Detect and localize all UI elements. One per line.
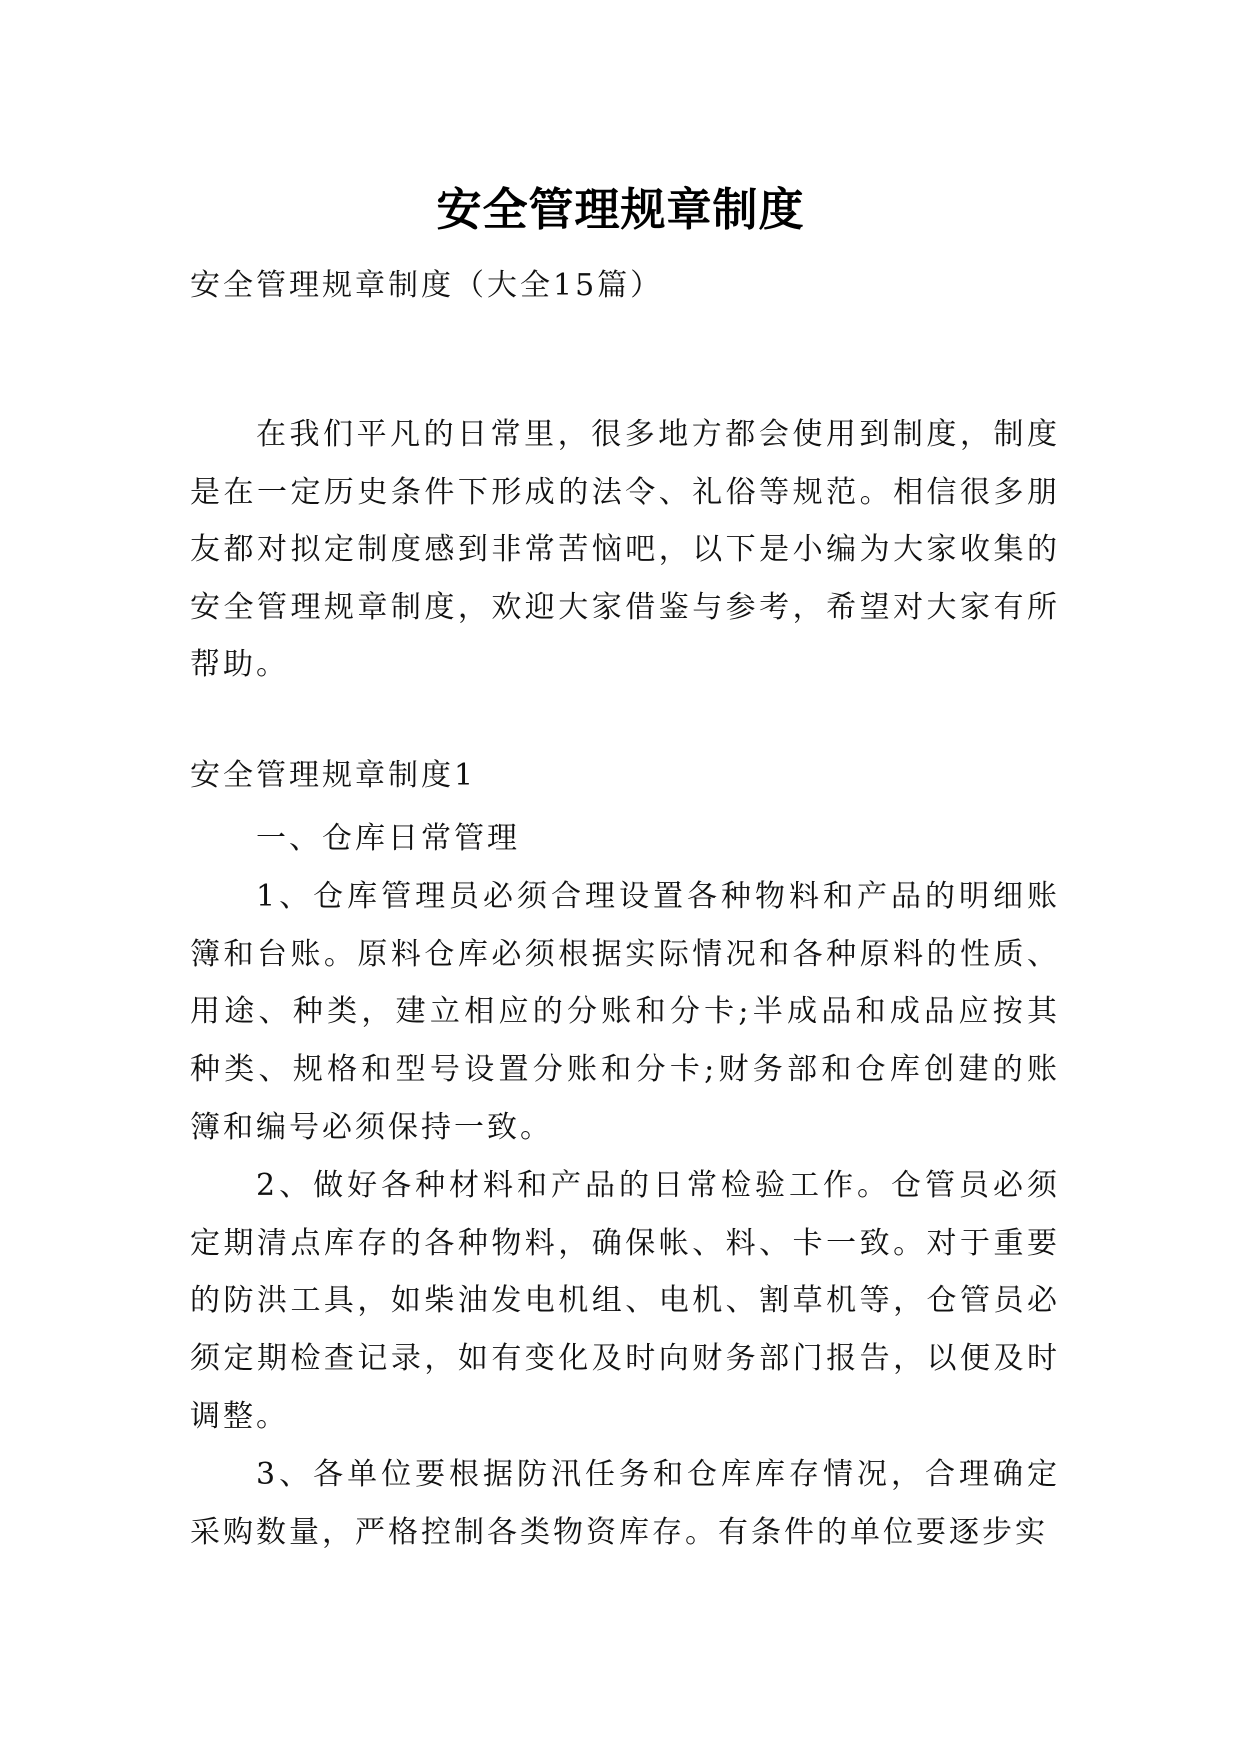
section-paragraph: 1、仓库管理员必须合理设置各种物料和产品的明细账簿和台账。原料仓库必须根据实际情况和各种原料的性质、用途、种类，建立相应的分账和分卡;半成品和成品应按其种类、规格和型号设置分账和分卡;财务部和仓库创建的账簿和编号必须保持一致。 (190, 878, 1060, 1145)
document-subtitle: 安全管理规章制度（大全15篇） (190, 268, 664, 303)
document-title: 安全管理规章制度 (436, 183, 805, 237)
section-heading: 安全管理规章制度1 (190, 758, 477, 793)
section-body (190, 810, 1060, 1561)
section-paragraph: 2、做好各种材料和产品的日常检验工作。仓管员必须定期清点库存的各种物料，确保帐、料、卡一致。对于重要的防洪工具，如柴油发电机组、电机、割草机等，仓管员必须定期检查记录，如有变化及时向财务部门报告，以便及时调整。 (190, 1167, 1060, 1434)
intro-paragraph: 在我们平凡的日常里，很多地方都会使用到制度，制度是在一定历史条件下形成的法令、礼俗等规范。相信很多朋友都对拟定制度感到非常苦恼吧，以下是小编为大家收集的安全管理规章制度，欢迎大家借鉴与参考，希望对大家有所帮助。 (190, 417, 1060, 682)
section-paragraph: 3、各单位要根据防汛任务和仓库库存情况，合理确定采购数量，严格控制各类物资库存。有条件的单位要逐步实 (190, 1456, 1060, 1550)
section-subheading: 一、仓库日常管理 (256, 821, 520, 856)
